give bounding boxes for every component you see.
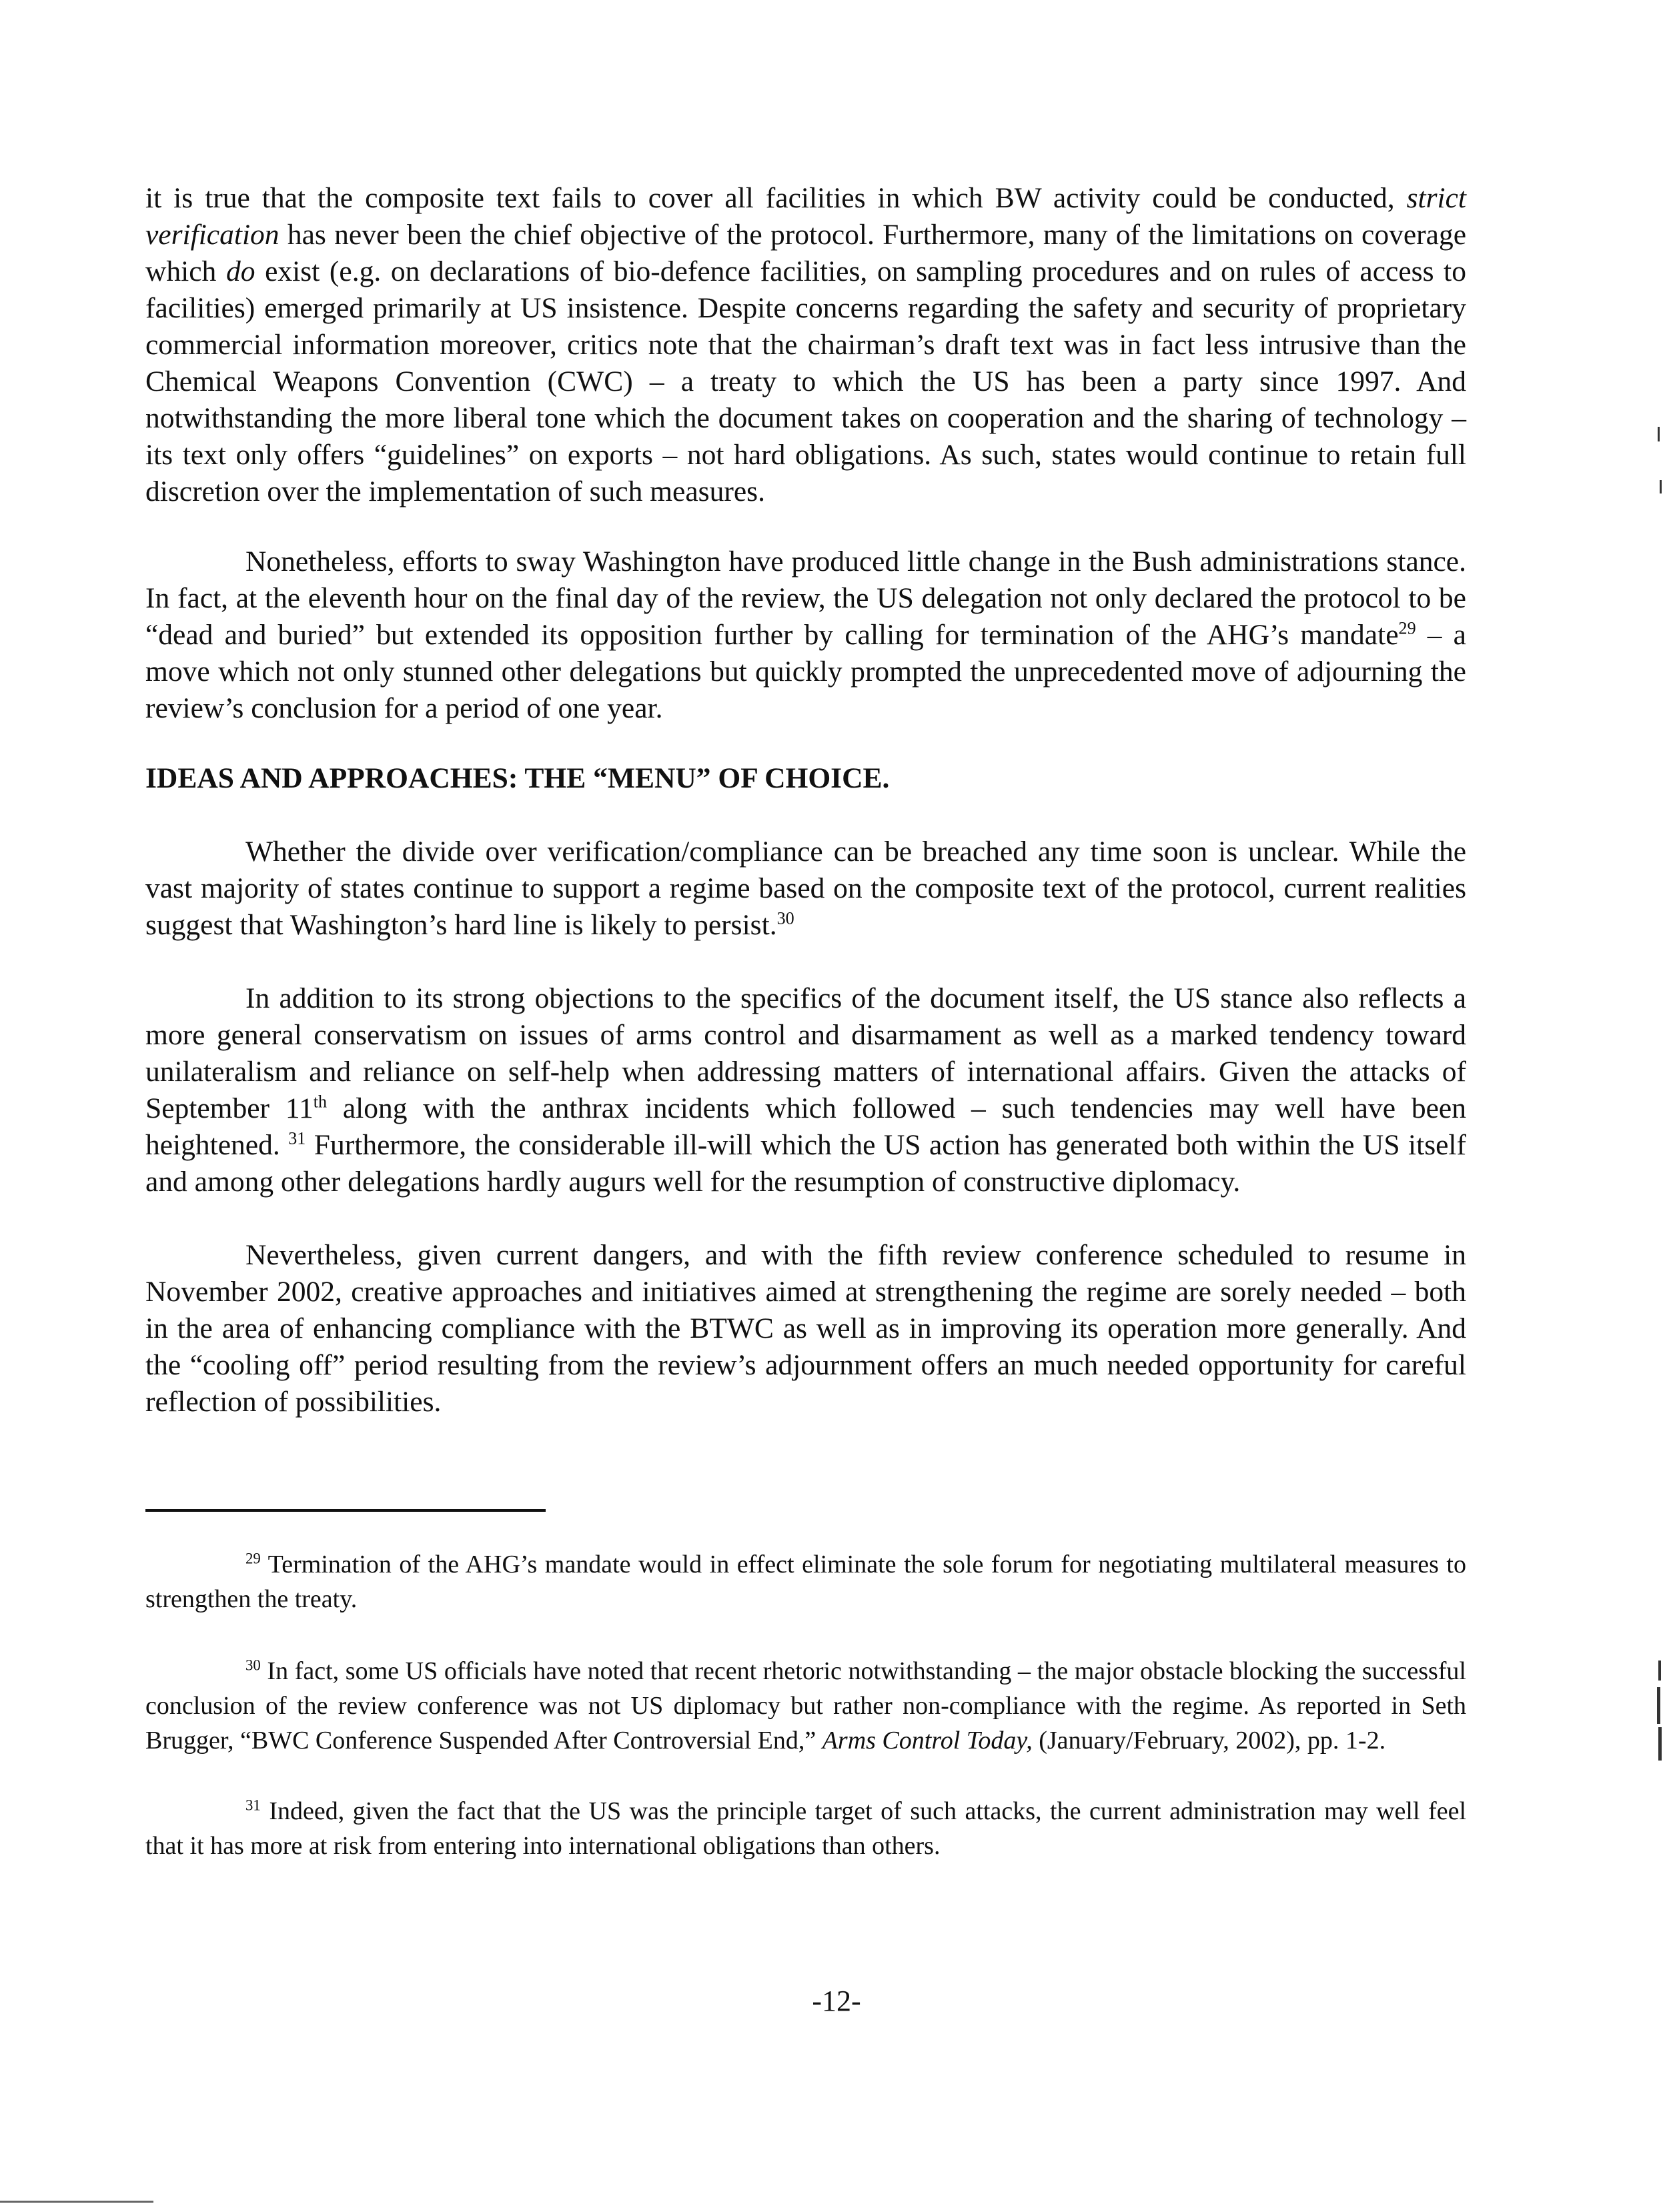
- body-paragraph-4: [145, 980, 1466, 1200]
- footnote-marker: 30: [245, 1656, 261, 1674]
- footnote-marker: th: [313, 1092, 328, 1112]
- text-run: has never been the chief objective of the protocol. Furthermore, many of the limitations on coverage which: [145, 219, 1466, 287]
- body-paragraph-2: [145, 543, 1466, 727]
- text-run: (January/February, 2002), pp. 1-2.: [1032, 1727, 1386, 1755]
- italic-text: strict verification: [145, 182, 1466, 251]
- text-run: – a move which not only stunned other delegations but quickly prompted the unprecedented move of adjourning the review’s conclusion for a period of one year.: [145, 619, 1466, 724]
- page-number: -12-: [812, 1985, 861, 2017]
- text-run: Furthermore, the considerable ill-will which the US action has generated both within the US itself and among other delegations hardly augurs well for the resumption of constructive diplomacy.: [145, 1129, 1466, 1198]
- footnote-marker: 29: [1398, 618, 1416, 638]
- text-run: Termination of the AHG’s mandate would in effect eliminate the sole forum for negotiating multilateral measures to strengthen the treaty.: [145, 1550, 1466, 1613]
- body-paragraph-3: [145, 834, 1466, 944]
- text-run: it is true that the composite text fails to cover all facilities in which BW activity could be conducted,: [145, 182, 1407, 214]
- text-run: along with the anthrax incidents which followed – such tendencies may well have been heightened.: [145, 1092, 1466, 1161]
- footnote-marker: 29: [245, 1550, 261, 1567]
- footnote-31: [145, 1794, 1466, 1863]
- italic-text: do: [225, 255, 255, 287]
- footnote-marker: 31: [288, 1128, 306, 1148]
- footnote-29: [145, 1547, 1466, 1616]
- body-paragraph-1: [145, 180, 1466, 510]
- text-run: Whether the divide over verification/compliance can be breached any time soon is unclear. While the vast majority of states continue to support a regime based on the composite text of the protocol, current realities suggest that Washington’s hard line is likely to persist.: [145, 836, 1466, 941]
- section-heading: IDEAS AND APPROACHES: THE “MENU” OF CHOICE.: [145, 762, 890, 794]
- italic-text: Arms Control Today,: [822, 1727, 1033, 1755]
- text-run: Indeed, given the fact that the US was the principle target of such attacks, the current administration may well feel that it has more at risk from entering into international obligations than others.: [145, 1797, 1466, 1860]
- text-run: In fact, some US officials have noted that recent rhetoric notwithstanding – the major obstacle blocking the successful conclusion of the review conference was not US diplomacy but rather non-compliance with the regime. As reported in Seth Brugger, “BWC Conference Suspended After Controversial End,”: [145, 1657, 1466, 1755]
- body-paragraph-5: [145, 1237, 1466, 1420]
- text-run: In addition to its strong objections to the specifics of the document itself, the US stance also reflects a more general conservatism on issues of arms control and disarmament as well as a marked tendency toward unilateralism and reliance on self-help when addressing matters of international affairs. Given the attacks of September 11: [145, 982, 1466, 1124]
- text-run: Nonetheless, efforts to sway Washington have produced little change in the Bush administrations stance. In fact, at the eleventh hour on the final day of the review, the US delegation not only declared the protocol to be “dead and buried” but extended its opposition further by calling for termination of the AHG’s mandate: [145, 545, 1466, 651]
- footnote-marker: 31: [245, 1797, 261, 1814]
- footnote-marker: 30: [776, 908, 794, 928]
- text-run: Nevertheless, given current dangers, and with the fifth review conference scheduled to resume in November 2002, creative approaches and initiatives aimed at strengthening the regime are sorely needed – both in the area of enhancing compliance with the BTWC as well as in improving its operation more generally. And the “cooling off” period resulting from the review’s adjournment offers an much needed opportunity for careful reflection of possibilities.: [145, 1239, 1466, 1418]
- footnote-30: [145, 1654, 1466, 1758]
- footnote-divider: [145, 1509, 546, 1512]
- text-run: exist (e.g. on declarations of bio-defence facilities, on sampling procedures and on rules of access to facilities) emerged primarily at US insistence. Despite concerns regarding the safety and security of proprietary commercial information moreover, critics note that the chairman’s draft text was in fact less intrusive than the Chemical Weapons Convention (CWC) – a treaty to which the US has been a party since 1997. And notwithstanding the more liberal tone which the document takes on cooperation and the sharing of technology – its text only offers “guidelines” on exports – not hard obligations. As such, states would continue to retain full discretion over the implementation of such measures.: [145, 255, 1466, 507]
